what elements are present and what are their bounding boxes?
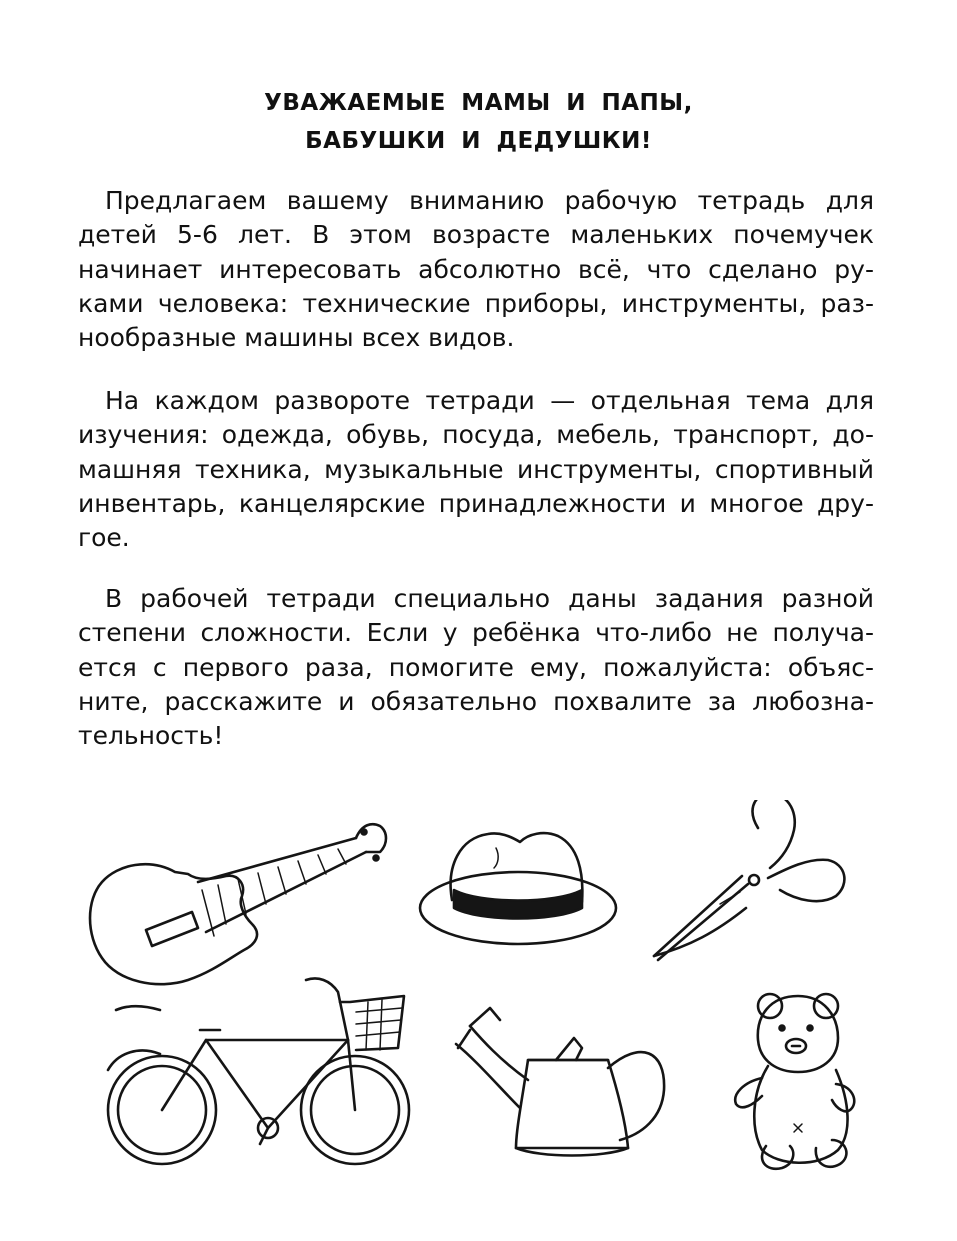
teddy-bear-icon	[735, 994, 854, 1169]
paragraph-line: степени сложности. Если у ребёнка что-либо не получа-	[78, 618, 874, 648]
bicycle-icon	[108, 979, 409, 1165]
watering-can-icon	[456, 1008, 664, 1156]
page-heading	[0, 84, 957, 160]
paragraph-line: машняя техника, музыкальные инструменты, спортивный	[78, 454, 874, 484]
guitar-icon	[90, 824, 386, 984]
paragraph-line: ните, расскажите и обязательно похвалите за любозна-	[78, 686, 874, 716]
paragraph-intro	[78, 184, 874, 355]
paragraph-advice	[78, 582, 874, 753]
paragraph-line: начинает интересовать абсолютно всё, что сделано ру-	[78, 254, 874, 284]
paragraph-line: В рабочей тетради специально даны задания разной	[105, 584, 874, 613]
hat-icon	[420, 833, 616, 944]
heading-line-1: УВАЖАЕМЫЕ МАМЫ И ПАПЫ,	[264, 90, 693, 116]
paragraph-line: ками человека: технические приборы, инструменты, раз-	[78, 288, 874, 318]
scissors-icon	[654, 800, 844, 960]
paragraph-line: детей 5-6 лет. В этом возрасте маленьких почемучек	[78, 220, 874, 250]
paragraph-line: ется с первого раза, помогите ему, пожалуйста: объяс-	[78, 652, 874, 682]
paragraph-line: гое.	[78, 523, 130, 553]
heading-line-2: БАБУШКИ И ДЕДУШКИ!	[305, 128, 652, 154]
paragraph-line: изучения: одежда, обувь, посуда, мебель, транспорт, до-	[78, 420, 874, 450]
paragraph-line: инвентарь, канцелярские принадлежности и многое дру-	[78, 488, 874, 518]
paragraph-line: На каждом развороте тетради — отдельная тема для	[105, 386, 874, 415]
paragraph-line: тельность!	[78, 721, 224, 751]
illustrations	[0, 800, 957, 1220]
paragraph-topics	[78, 384, 874, 555]
paragraph-line: нообразные машины всех видов.	[78, 323, 515, 353]
paragraph-line: Предлагаем вашему вниманию рабочую тетрадь для	[105, 186, 874, 215]
